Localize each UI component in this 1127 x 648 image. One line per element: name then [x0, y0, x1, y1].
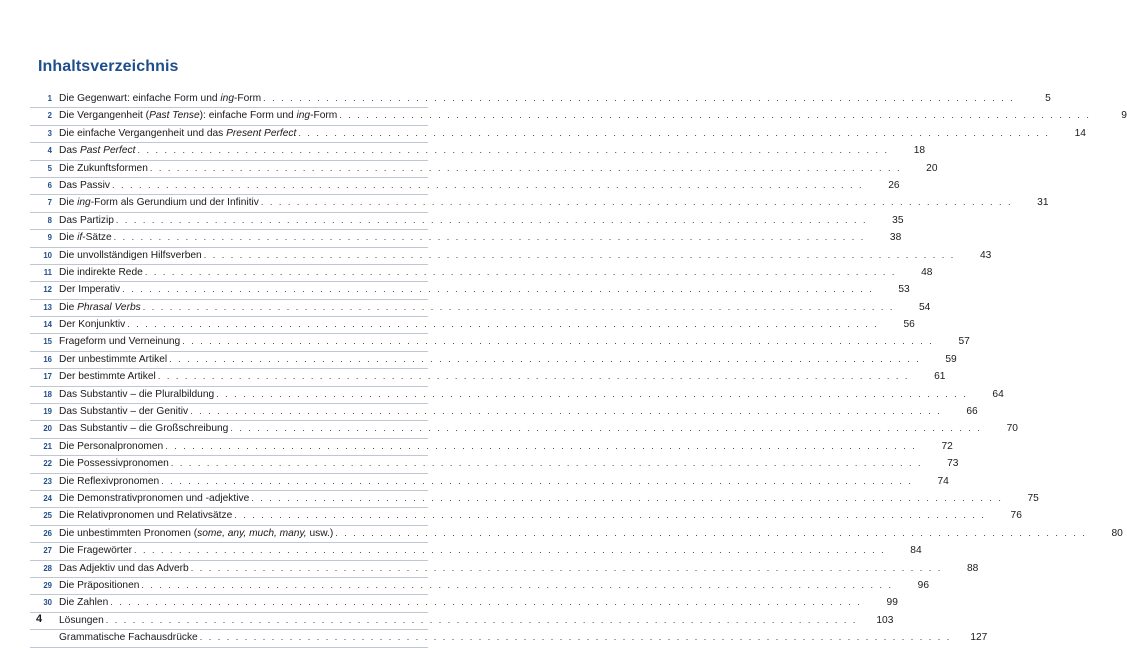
toc-entry[interactable] — [30, 352, 957, 369]
chapter-number: 5 — [47, 163, 52, 173]
chapter-title — [59, 91, 261, 106]
chapter-number: 8 — [47, 215, 52, 225]
title-part: Die unbestimmten Pronomen ( — [59, 527, 198, 539]
toc-entry[interactable] — [30, 126, 1086, 143]
chapter-title — [59, 630, 198, 645]
title-part: ): einfache Form und — [199, 110, 297, 122]
chapter-title — [59, 317, 125, 332]
title-part: usw.) — [306, 527, 334, 539]
chapter-number: 17 — [43, 372, 52, 382]
chapter-number: 28 — [43, 563, 52, 573]
toc-entry[interactable] — [30, 595, 898, 612]
page-reference: 59 — [945, 353, 957, 365]
title-part: Die Vergangenheit ( — [59, 110, 150, 122]
chapter-title — [59, 369, 156, 384]
toc-entry[interactable] — [30, 178, 900, 195]
page-reference: 26 — [888, 179, 900, 191]
title-part: Das — [59, 145, 80, 157]
dot-leader — [182, 334, 934, 349]
page-reference: 99 — [886, 597, 898, 609]
chapter-number: 4 — [47, 146, 52, 156]
toc-entry[interactable] — [30, 248, 992, 265]
dot-leader — [106, 613, 858, 628]
title-italic-part: Phrasal Verbs — [77, 301, 141, 313]
title-part: Die Zahlen — [59, 597, 109, 609]
chapter-number: 6 — [47, 180, 52, 190]
page-reference: 48 — [921, 266, 933, 278]
chapter-title — [59, 265, 143, 280]
chapter-number: 26 — [43, 528, 52, 538]
chapter-number: 7 — [47, 198, 52, 208]
title-part: Das Adjektiv und das Adverb — [59, 562, 189, 574]
title-part: Die Gegenwart: einfache Form und — [59, 93, 221, 104]
toc-entry[interactable] — [30, 561, 979, 578]
title-part: -Form als Gerundium und der Infinitiv — [90, 197, 259, 209]
page-reference: 18 — [913, 145, 926, 157]
toc-entry[interactable] — [30, 630, 988, 647]
chapter-number: 22 — [43, 459, 52, 469]
chapter-number: 10 — [43, 250, 52, 260]
title-part: -Sätze — [82, 232, 112, 244]
title-part: Das Substantiv – die Pluralbildung — [59, 388, 215, 400]
page-reference: 75 — [1027, 492, 1039, 504]
toc-entry[interactable] — [30, 578, 930, 595]
chapter-number: 23 — [43, 476, 52, 486]
chapter-number: 2 — [47, 111, 52, 121]
chapter-number: 9 — [47, 233, 52, 243]
page-title: Inhaltsverzeichnis — [38, 58, 179, 75]
dot-leader — [150, 161, 902, 176]
toc-entry[interactable] — [30, 230, 902, 247]
title-part: Die Reflexivpronomen — [59, 475, 160, 487]
page-reference: 127 — [970, 632, 988, 644]
page-reference: 53 — [898, 284, 910, 296]
toc-entry[interactable] — [30, 474, 949, 491]
chapter-title — [59, 526, 333, 541]
title-part: Der Imperativ — [59, 284, 121, 296]
page-reference: 96 — [917, 579, 930, 591]
page-reference: 9 — [1121, 110, 1127, 122]
chapter-title — [59, 561, 189, 576]
title-part: Die indirekte Rede — [59, 266, 143, 278]
dot-leader — [191, 561, 943, 576]
chapter-number: 27 — [43, 546, 52, 556]
page-reference: 70 — [1006, 423, 1018, 435]
toc-entry[interactable] — [30, 508, 1022, 525]
chapter-number: 29 — [43, 580, 52, 590]
chapter-number: 11 — [43, 267, 52, 277]
chapter-title — [59, 578, 139, 593]
toc-entry[interactable] — [30, 213, 904, 230]
chapter-title — [59, 126, 296, 141]
toc-entry[interactable] — [30, 91, 1051, 108]
page-reference: 80 — [1111, 527, 1123, 539]
page-reference: 88 — [966, 562, 979, 574]
chapter-number: 3 — [47, 128, 52, 138]
chapter-number: 16 — [43, 354, 52, 364]
title-part: Das Partizip — [59, 214, 114, 226]
page-reference: 64 — [992, 388, 1004, 400]
title-italic-part: if — [77, 232, 83, 244]
page-reference: 72 — [941, 440, 953, 452]
dot-leader — [204, 248, 956, 263]
title-part: Die Relativpronomen und Relativsätze — [59, 510, 233, 522]
page-number: 4 — [36, 613, 43, 625]
title-part: Die Demonstrativpronomen und -adjektive — [59, 492, 250, 504]
dot-leader — [145, 265, 897, 280]
chapter-title — [59, 352, 167, 367]
chapter-title — [59, 421, 228, 436]
toc-entry[interactable] — [30, 404, 978, 421]
chapter-title — [59, 491, 249, 506]
page-reference: 35 — [892, 214, 904, 226]
toc-entry[interactable] — [30, 265, 933, 282]
chapter-title — [59, 282, 120, 297]
title-part: Die Präpositionen — [59, 579, 140, 591]
title-part: Grammatische Fachausdrücke — [59, 632, 198, 644]
toc-entry[interactable] — [30, 439, 953, 456]
dot-leader — [298, 126, 1050, 141]
dot-leader — [141, 578, 893, 593]
title-part: Lösungen — [59, 614, 104, 626]
chapter-number: 25 — [43, 511, 52, 521]
chapter-title — [59, 456, 169, 471]
toc-entry[interactable] — [30, 334, 970, 351]
chapter-number: 1 — [47, 94, 52, 103]
dot-leader — [230, 421, 982, 436]
title-part: Das Passiv — [59, 179, 110, 191]
toc-entry[interactable] — [30, 161, 938, 178]
chapter-number: 30 — [43, 598, 52, 608]
title-part: Die unvollständigen Hilfsverben — [59, 249, 202, 261]
chapter-title — [59, 161, 148, 176]
title-part: Die — [59, 197, 78, 209]
page-reference: 14 — [1074, 127, 1086, 139]
toc-entry[interactable] — [30, 317, 915, 334]
page-reference: 61 — [934, 371, 946, 383]
dot-leader — [110, 595, 862, 610]
title-italic-part: Past Perfect — [79, 145, 136, 157]
dot-leader — [190, 404, 942, 419]
chapter-title — [59, 178, 110, 193]
page-reference: 56 — [903, 319, 915, 331]
page-reference: 20 — [926, 162, 938, 174]
title-italic-part: ing — [296, 110, 311, 122]
title-part: -Form — [310, 110, 338, 122]
toc-entry[interactable] — [30, 143, 926, 160]
title-part: -Form — [234, 93, 262, 104]
chapter-title — [59, 300, 141, 315]
chapter-title — [59, 143, 135, 158]
page-reference: 38 — [889, 232, 902, 244]
chapter-number: 12 — [43, 285, 52, 295]
title-italic-part: ing — [77, 197, 91, 209]
chapter-title — [59, 613, 104, 628]
page-reference: 5 — [1045, 93, 1051, 104]
chapter-number: 20 — [43, 424, 52, 434]
chapter-number: 21 — [43, 441, 52, 451]
page-reference: 66 — [966, 406, 978, 418]
title-italic-part: some, any, much, many, — [197, 527, 307, 539]
chapter-title — [59, 334, 180, 349]
title-part: Die Personalpronomen — [59, 440, 164, 452]
dot-leader — [339, 108, 1091, 123]
dot-leader — [143, 300, 895, 315]
title-part: Die Zukunftsformen — [59, 162, 148, 174]
chapter-number: 24 — [43, 493, 52, 503]
page-reference: 76 — [1010, 510, 1022, 522]
dot-leader — [169, 352, 921, 367]
toc-entry[interactable] — [30, 491, 1039, 508]
toc-entry[interactable] — [30, 282, 910, 299]
dot-leader — [112, 178, 864, 193]
dot-leader — [251, 491, 1003, 506]
toc-entry[interactable] — [30, 387, 1004, 404]
toc-entry[interactable] — [30, 613, 894, 630]
chapter-title — [59, 108, 337, 123]
title-part: Frageform und Verneinung — [59, 336, 181, 348]
page-reference: 57 — [958, 336, 970, 348]
chapter-number: 15 — [43, 337, 52, 347]
toc-entry[interactable] — [30, 108, 1127, 125]
title-part: Das Substantiv – die Großschreibung — [59, 423, 229, 435]
dot-leader — [158, 369, 910, 384]
title-part: Die — [59, 232, 78, 244]
dot-leader — [116, 213, 868, 228]
chapter-title — [59, 387, 214, 402]
chapter-title — [59, 543, 132, 558]
table-of-contents — [30, 91, 1127, 648]
chapter-title — [59, 439, 163, 454]
toc-entry[interactable] — [30, 369, 946, 386]
chapter-number: 18 — [43, 389, 52, 399]
title-italic-part: Past Tense — [149, 110, 200, 122]
chapter-number: 19 — [43, 407, 52, 417]
toc-entry[interactable] — [30, 421, 1018, 438]
dot-leader — [263, 91, 1015, 106]
chapter-title — [59, 213, 114, 228]
title-part: Die — [59, 301, 78, 313]
chapter-title — [59, 508, 232, 523]
dot-leader — [137, 143, 889, 158]
chapter-title — [59, 474, 159, 489]
dot-leader — [161, 474, 913, 489]
dot-leader — [335, 526, 1087, 541]
title-part: Der bestimmte Artikel — [59, 371, 156, 383]
dot-leader — [216, 387, 968, 402]
title-part: Die Possessivpronomen — [59, 458, 169, 470]
dot-leader — [114, 230, 866, 245]
toc-entry[interactable] — [30, 543, 922, 560]
chapter-title — [59, 595, 108, 610]
page-reference: 74 — [937, 475, 949, 487]
toc-entry[interactable] — [30, 195, 1049, 212]
page-reference: 103 — [876, 614, 894, 626]
page-reference: 73 — [947, 458, 959, 470]
dot-leader — [200, 630, 952, 645]
page-reference: 43 — [979, 249, 992, 261]
chapter-title — [59, 404, 188, 419]
dot-leader — [165, 439, 917, 454]
chapter-title — [59, 248, 202, 263]
dot-leader — [127, 317, 879, 332]
title-part: Die Fragewörter — [59, 545, 133, 557]
dot-leader — [234, 508, 986, 523]
dot-leader — [261, 195, 1013, 210]
chapter-number: 13 — [43, 302, 52, 312]
page-reference: 54 — [918, 301, 931, 313]
page-reference: 84 — [910, 545, 922, 557]
chapter-title — [59, 230, 112, 245]
title-italic-part: Present Perfect — [226, 127, 297, 139]
toc-entry[interactable] — [30, 300, 931, 317]
title-part: Die einfache Vergangenheit und das — [59, 127, 227, 139]
title-part: Der unbestimmte Artikel — [59, 353, 168, 365]
dot-leader — [122, 282, 874, 297]
title-part: Das Substantiv – der Genitiv — [59, 406, 189, 418]
title-part: Der Konjunktiv — [59, 319, 126, 331]
toc-entry[interactable] — [30, 456, 959, 473]
toc-entry[interactable] — [30, 526, 1123, 543]
title-italic-part: ing — [220, 93, 234, 104]
chapter-title — [59, 195, 259, 210]
page-reference: 31 — [1037, 197, 1049, 209]
dot-leader — [171, 456, 923, 471]
chapter-number: 14 — [43, 320, 52, 330]
dot-leader — [134, 543, 886, 558]
